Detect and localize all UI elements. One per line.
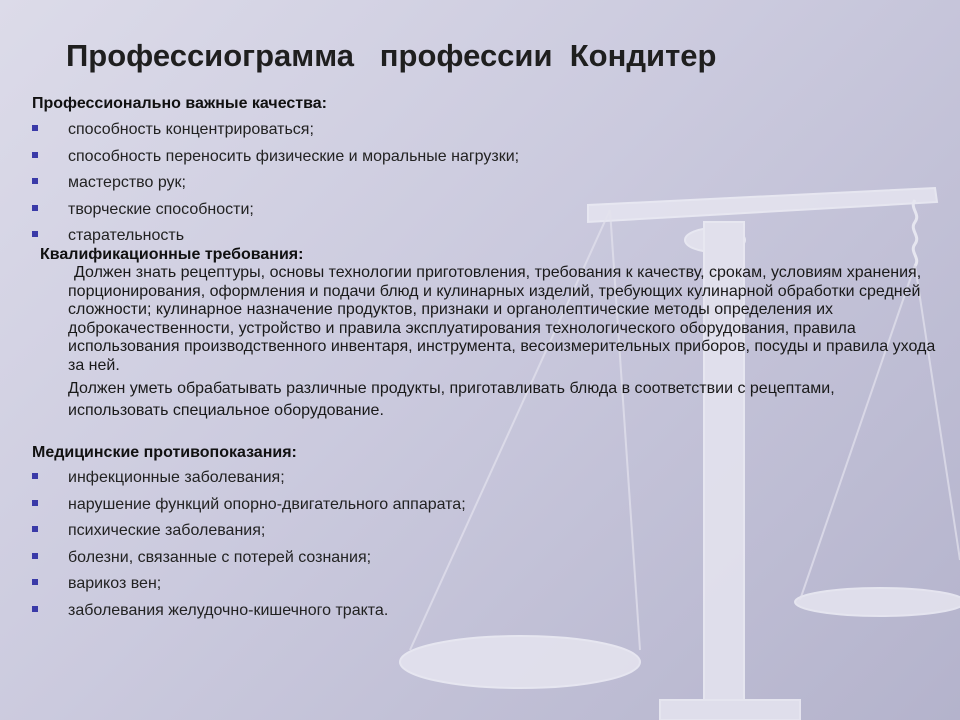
bullet-square-icon [32, 125, 38, 131]
bullet-square-icon [32, 205, 38, 211]
contraindications-list [32, 468, 466, 627]
list-item: болезни, связанные с потерей сознания; [32, 548, 466, 575]
bullet-square-icon [32, 526, 38, 532]
qualities-list [32, 120, 519, 253]
list-item: инфекционные заболевания; [32, 468, 466, 495]
qualification-heading: Квалификационные требования: [40, 246, 304, 263]
list-item: нарушение функций опорно-двигательного аппарата; [32, 495, 466, 522]
bullet-square-icon [32, 553, 38, 559]
bullet-square-icon [32, 500, 38, 506]
bullet-square-icon [32, 231, 38, 237]
bullet-square-icon [32, 178, 38, 184]
must-do-paragraph: Должен уметь обрабатывать различные продукты, приготавливать блюда в соответствии с рецептами, использовать специальное оборудование. [68, 380, 835, 419]
contraindications-heading: Медицинские противопоказания: [32, 444, 297, 461]
slide-title: Профессиограмма профессии Кондитер [66, 38, 717, 73]
bullet-square-icon [32, 473, 38, 479]
list-item: способность переносить физические и моральные нагрузки; [32, 147, 519, 174]
bullet-square-icon [32, 579, 38, 585]
qualities-heading: Профессионально важные качества: [32, 95, 327, 112]
list-item: мастерство рук; [32, 173, 519, 200]
bullet-square-icon [32, 152, 38, 158]
list-item: способность концентрироваться; [32, 120, 519, 147]
list-item: старательность [32, 226, 519, 253]
list-item: заболевания желудочно-кишечного тракта. [32, 601, 466, 628]
list-item: варикоз вен; [32, 574, 466, 601]
list-item: творческие способности; [32, 200, 519, 227]
list-item: психические заболевания; [32, 521, 466, 548]
bullet-square-icon [32, 606, 38, 612]
must-know-paragraph: Должен знать рецептуры, основы технологии приготовления, требования к качеству, срокам, условиям хранения, порционирования, оформления и подачи блюд и кулинарных изделий, требующих кулинарной обработки средней сложности; кулинарное назначение продуктов, признаки и органолептические методы определения их доброкачественности, устройство и правила эксплуатирования технологического оборудования, правила использования производственного инвентаря, инструмента, весоизмерительных приборов, посуды и правила ухода за ней. [68, 264, 936, 374]
